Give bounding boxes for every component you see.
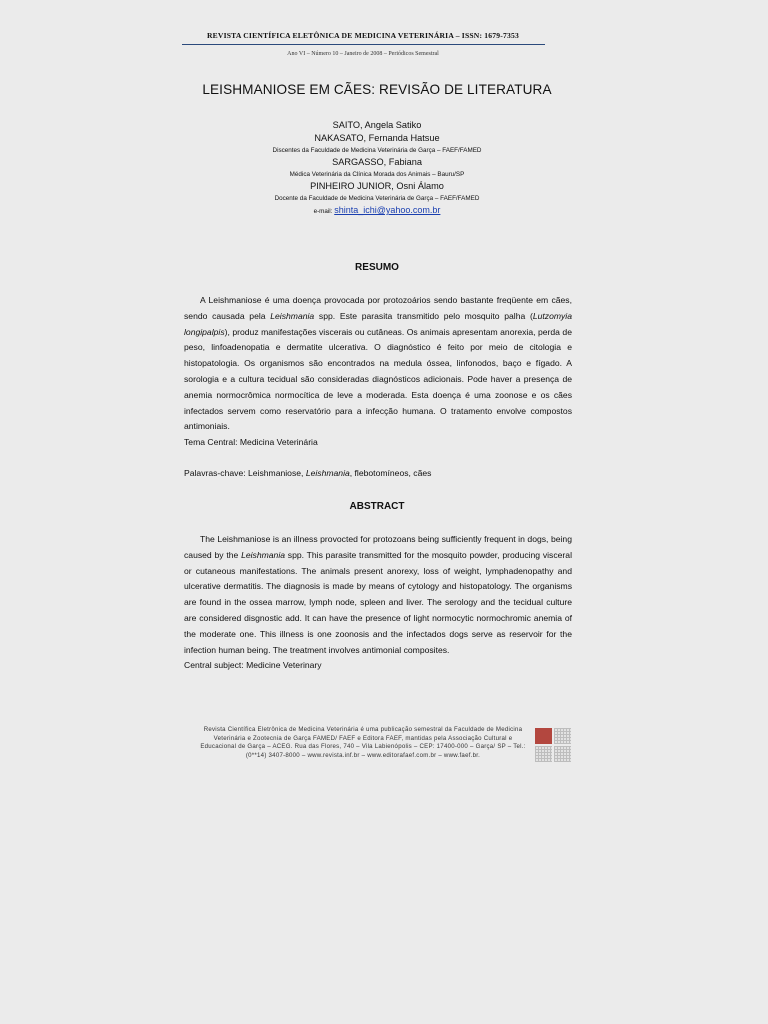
text-run: spp. Este parasita transmitido pelo mosquito palha ( xyxy=(314,310,533,321)
footer-text: Revista Científica Eletrônica de Medicina Veterinária é uma publicação semestral da Faculdade de Medicina Veterinária e Zootecnia de Garça FAMED/ FAEF e Editora FAEF, mantidas pela Associação Cultural e Educacional de Garça – ACEG. Rua das Flores, 740 – Vila Labienópolis – CEP: 17400-000 – Garça/ SP – Tel.: (0**14) 3407-8000 – www.revista.inf.br – www.editorafaef.com.br – www.faef.br. xyxy=(200,726,526,760)
author-affiliation: Médica Veterinária da Clínica Morada dos Animais – Bauru/SP xyxy=(289,171,465,178)
italic-run: Lutzomyia longipalpis xyxy=(184,310,572,337)
author-name: SARGASSO, Fabiana xyxy=(332,157,422,167)
journal-header: REVISTA CIENTÍFICA ELETÔNICA DE MEDICINA VETERINÁRIA – ISSN: 1679-7353 xyxy=(206,31,520,40)
journal-logo xyxy=(535,728,571,762)
italic-run: Leishmania xyxy=(270,310,315,321)
italic-run: Leishmania xyxy=(241,549,286,560)
author-affiliation: Docente da Faculdade de Medicina Veterinária de Garça – FAEF/FAMED xyxy=(274,195,480,202)
logo-grid-square xyxy=(535,746,552,762)
authors-block xyxy=(182,119,572,218)
author-name: NAKASATO, Fernanda Hatsue xyxy=(314,133,440,143)
logo-grid-square xyxy=(554,728,571,744)
email-label: e-mail: xyxy=(313,208,333,215)
logo-red-square xyxy=(535,728,552,744)
author-name: PINHEIRO JUNIOR, Osni Álamo xyxy=(310,181,444,191)
author-affiliation: Discentes da Faculdade de Medicina Veterinária de Garça – FAEF/FAMED xyxy=(272,147,482,154)
abstract-paragraph xyxy=(184,532,572,658)
text-run: Palavras-chave: Leishmaniose, xyxy=(184,467,306,478)
author-name: SAITO, Angela Satiko xyxy=(332,120,422,130)
article-title: LEISHMANIOSE EM CÃES: REVISÃO DE LITERATURA xyxy=(202,82,552,97)
central-subject: Central subject: Medicine Veterinary xyxy=(184,660,322,671)
resumo-paragraph xyxy=(184,293,572,435)
text-run: The Leishmaniose is an illness provocted for protozoans being sufficiently frequent in dogs, being caused by the xyxy=(184,534,572,560)
email-link[interactable]: shinta_ichi@yahoo.com.br xyxy=(334,205,441,215)
tema-central: Tema Central: Medicina Veterinária xyxy=(184,437,318,448)
text-run: A Leishmaniose é uma doença provocada por protozoários sendo bastante freqüente em cães, sendo causada pela xyxy=(184,295,572,321)
italic-run: Leishmania xyxy=(305,467,350,478)
email-line xyxy=(182,204,572,218)
resumo-body xyxy=(184,293,572,482)
logo-grid-square xyxy=(554,746,571,762)
abstract-heading: ABSTRACT xyxy=(349,501,405,512)
text-run: ), produz manifestações viscerais ou cutâneas. Os animais apresentam anorexia, perda de peso, linfoadenopatia e dermatite ulcerativa. O diagnóstico é feito por meio de citologia e histopatologia. Os organismos são encontrados na medula óssea, linfonodos, baço e fígado. A sorologia e a cultura tecidual são consideradas diagnósticos adicionais. Pode haver a presença de anemia normocrômica normocítica de leve a moderada. Esta doença é uma zoonose e os cães infectados servem como reservatório para a infecção humana. O tratamento envolve compostos antimoniais. xyxy=(184,326,572,432)
text-run: , flebotomíneos, cães xyxy=(349,467,432,478)
text-run: spp. This parasite transmitted for the mosquito powder, producing visceral or cutaneous manifestations. The animals present anorexy, loss of weight, lymphadenopathy and ulcerative dermatitis. The diagnosis is made by means of cytology and histopatology. The organisms are found in the ossea marrow, lymph node, spleen and liver. The serology and the tecidual culture are considered disgnostic add. It can have the presence of light normocytic normochromic anemia of the moderate one. This illness is one zoonosis and the infectados dogs serve as reservoir for the infection human being. The treatment involves antimonial composites. xyxy=(184,549,572,655)
issue-line: Ano VI – Número 10 – Janeiro de 2008 – Periódicos Semestral xyxy=(287,51,439,57)
abstract-body xyxy=(184,532,572,674)
keywords xyxy=(184,466,572,482)
resumo-heading: RESUMO xyxy=(355,262,399,273)
header-rule xyxy=(182,44,545,45)
